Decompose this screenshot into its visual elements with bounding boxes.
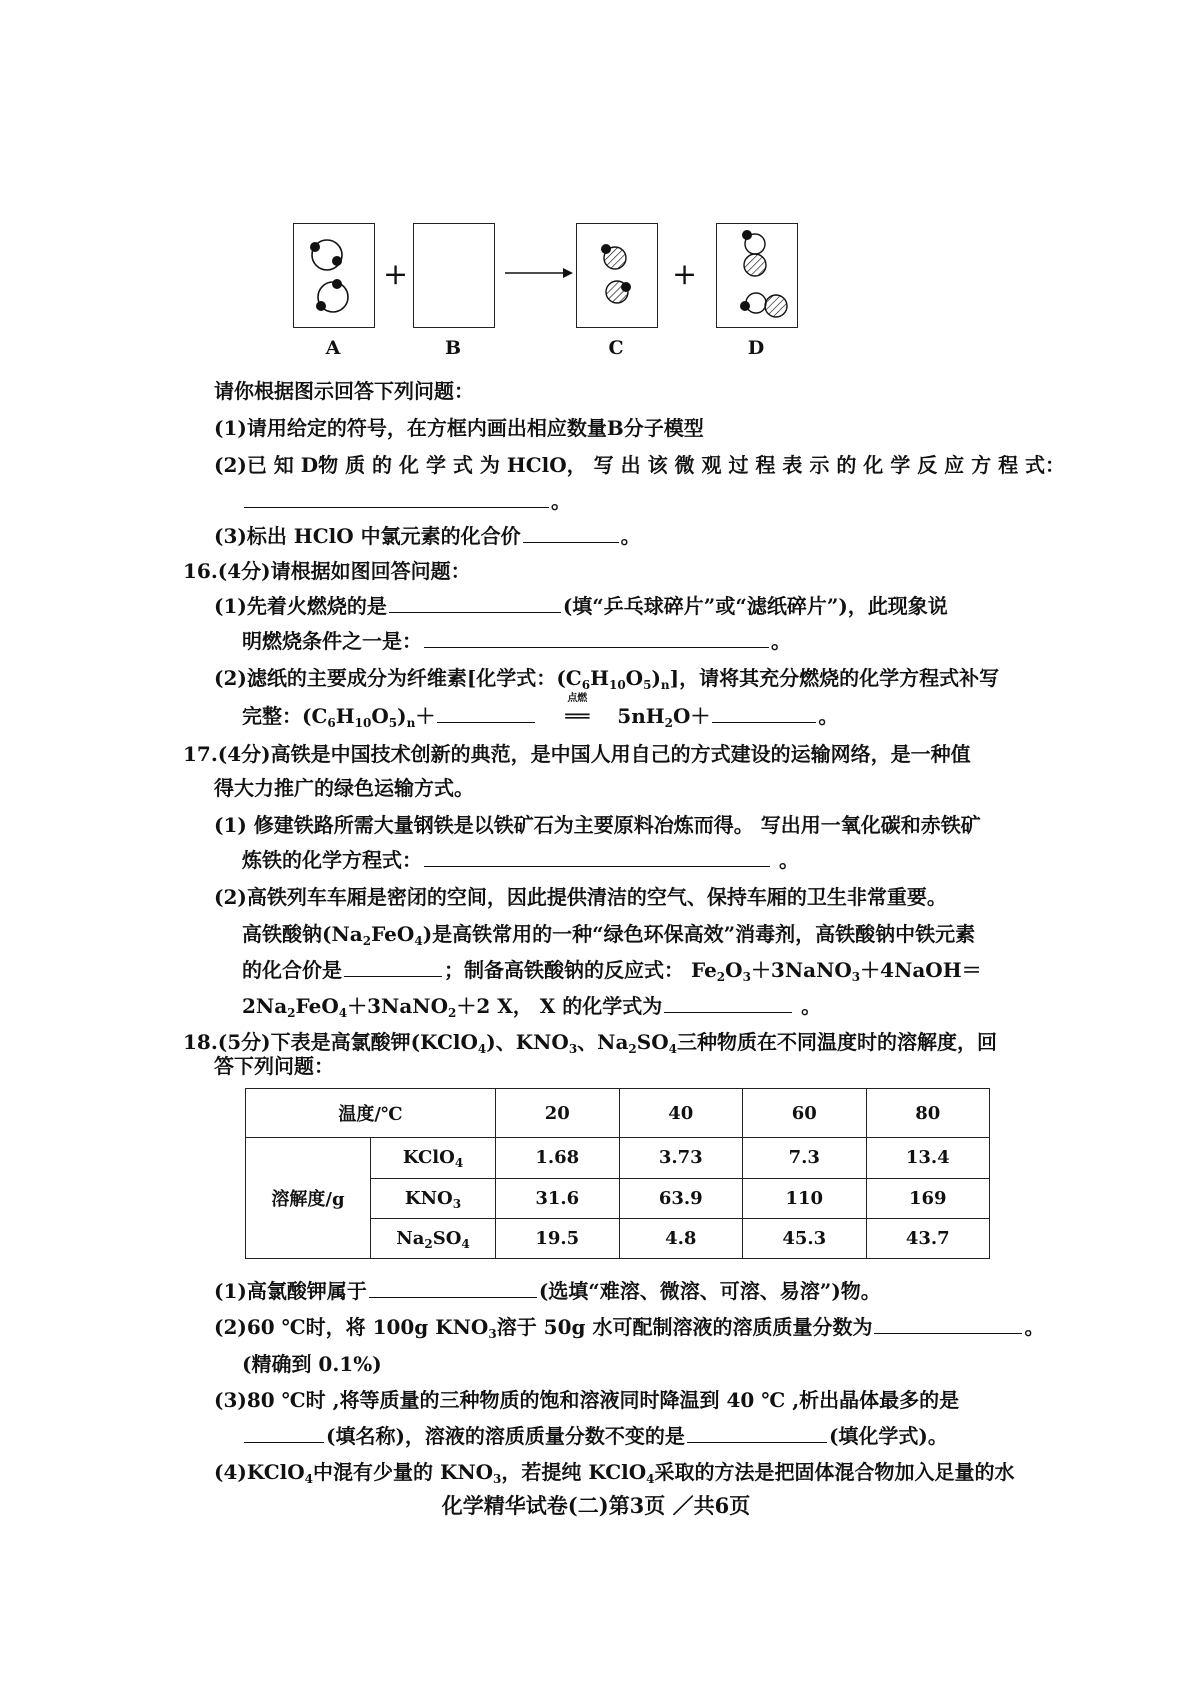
panel-a [293,223,375,328]
temp-cell: 60 [743,1089,867,1138]
temp-cell: 40 [619,1089,743,1138]
q18-part2: (2)60 ℃时，将 100g $KNO_3$溶于 50g 水可配制溶液的溶质质量分数为 。 [214,1315,1045,1341]
q18-heading-cont: 答下列问题： [214,1054,334,1078]
value-cell: 4.8 [619,1218,743,1258]
q16-part1-cont: 明燃烧条件之一是： 。 [242,629,791,653]
reaction-arrow [505,266,575,280]
answer-blank[interactable] [424,846,770,867]
temp-cell: 20 [496,1089,620,1138]
q17-part1-cont: 炼铁的化学方程式： 。 [242,848,799,872]
q16-part2-equation: 完整：$(C_6H_{10}O_5)_n+$ 点燃 ══ $5nH_2O+$ 。 [242,693,839,730]
value-cell: 31.6 [496,1178,620,1218]
molecule-model-c [577,224,657,327]
label-d: D [747,337,765,359]
panel-b [413,223,495,328]
ignite-condition: 点燃 ══ [565,693,590,728]
q18-part3-cont: (填名称)，溶液的溶质质量分数不变的是 (填化学式)。 [242,1422,948,1450]
label-b: B [444,337,462,359]
value-cell: 19.5 [496,1218,620,1258]
label-c: C [608,337,624,359]
answer-blank[interactable] [369,1277,537,1298]
value-cell: 7.3 [743,1138,867,1178]
q18-heading: 18.(5分)下表是高氯酸钾(KClO$_4$)、$KNO_3$、$Na_2SO_4$三种物质在不同温度时的溶解度，回 [183,1030,998,1056]
value-cell: 43.7 [866,1218,990,1258]
q17-part2-line3: 的化合价是 ；制备高铁酸钠的反应式： $Fe_2O_3+3NaNO_3+4NaOH=$ [242,958,982,984]
value-cell: 45.3 [743,1218,867,1258]
answer-blank[interactable] [389,592,561,613]
answer-blank[interactable] [344,956,442,977]
q17-heading-cont: 得大力推广的绿色运输方式。 [214,776,474,800]
panel-d [716,223,798,328]
answer-blank[interactable] [712,702,816,723]
answer-blank[interactable] [874,1313,1022,1334]
substance-name: $KNO_3$ [371,1178,496,1218]
page-footer: 化学精华试卷(二)第3页 ／共6页 [441,1493,751,1518]
value-cell: 63.9 [619,1178,743,1218]
q16-heading: 16.(4分)请根据如图回答问题： [183,559,471,583]
q18-part3: (3)80 ℃时 ,将等质量的三种物质的饱和溶液同时降温到 40 ℃ ,析出晶体最多的是 [214,1388,960,1412]
q18-part2-note: (精确到 0.1%) [242,1352,382,1376]
substance-name: $Na_2SO_4$ [371,1218,496,1258]
value-cell: 3.73 [619,1138,743,1178]
q16-part1: (1)先着火燃烧的是 (填“乒乓球碎片”或“滤纸碎片”)，此现象说 [214,594,948,618]
molecule-model-a [294,224,374,327]
answer-blank[interactable] [687,1422,827,1443]
q15-intro: 请你根据图示回答下列问题： [214,379,474,403]
answer-blank[interactable] [437,702,535,723]
value-cell: 1.68 [496,1138,620,1178]
value-cell: 110 [743,1178,867,1218]
answer-blank[interactable] [424,627,769,648]
q15-part3: (3)标出 HClO 中氯元素的化合价 。 [214,524,641,548]
q16-part2: (2)滤纸的主要成分为纤维素[化学式：$(C_6H_{10}O_5)_n$]，请将其充分燃烧的化学方程式补写 [214,666,1000,692]
plus-sign-2: + [672,257,698,292]
answer-blank[interactable] [244,487,549,508]
q18-part1: (1)高氯酸钾属于 (选填“难溶、微溶、可溶、易溶”)物。 [214,1279,881,1303]
q17-heading: 17.(4分)高铁是中国技术创新的典范，是中国人用自己的方式建设的运输网络，是一种值 [183,742,971,766]
molecule-model-d [717,224,797,327]
answer-blank[interactable] [523,522,619,543]
q15-part2: (2)已 知 D物 质 的 化 学 式 为 HClO， 写 出 该 微 观 过 程 表 示 的 化 学 反 应 方 程 式： [214,453,1066,477]
substance-name: KClO$_4$ [371,1138,496,1178]
panel-c [576,223,658,328]
q17-part1: (1) 修建铁路所需大量钢铁是以铁矿石为主要原料冶炼而得。 写出用一氧化碳和赤铁矿 [214,813,981,837]
solubility-group-label: 溶解度/g [246,1138,371,1259]
temp-cell: 80 [866,1089,990,1138]
answer-blank[interactable] [244,1422,324,1443]
answer-blank[interactable] [664,992,792,1013]
plus-sign-1: + [383,257,409,292]
temperature-header: 温度/℃ [246,1089,496,1138]
q15-part2-answer-line: 。 [242,487,571,515]
value-cell: 13.4 [866,1138,990,1178]
solubility-table [245,1088,990,1259]
q17-part2-line2: 高铁酸钠$(Na_2FeO_4)$是高铁常用的一种“绿色环保高效”消毒剂，高铁酸钠中铁元素 [242,922,976,948]
q18-part4: (4)KClO$_4$中混有少量的 $KNO_3$，若提纯 KClO$_4$采取的方法是把固体混合物加入足量的水 [214,1460,1015,1486]
table-row [246,1138,990,1178]
table-header-row [246,1089,990,1138]
value-cell: 169 [866,1178,990,1218]
q17-part2: (2)高铁列车车厢是密闭的空间，因此提供清洁的空气、保持车厢的卫生非常重要。 [214,885,947,909]
q15-part1: (1)请用给定的符号，在方框内画出相应数量B分子模型 [214,416,704,440]
label-a: A [325,337,341,359]
q17-part2-line4: $2Na_2FeO_4+3NaNO_2+2$ X， X 的化学式为 。 [242,994,822,1020]
